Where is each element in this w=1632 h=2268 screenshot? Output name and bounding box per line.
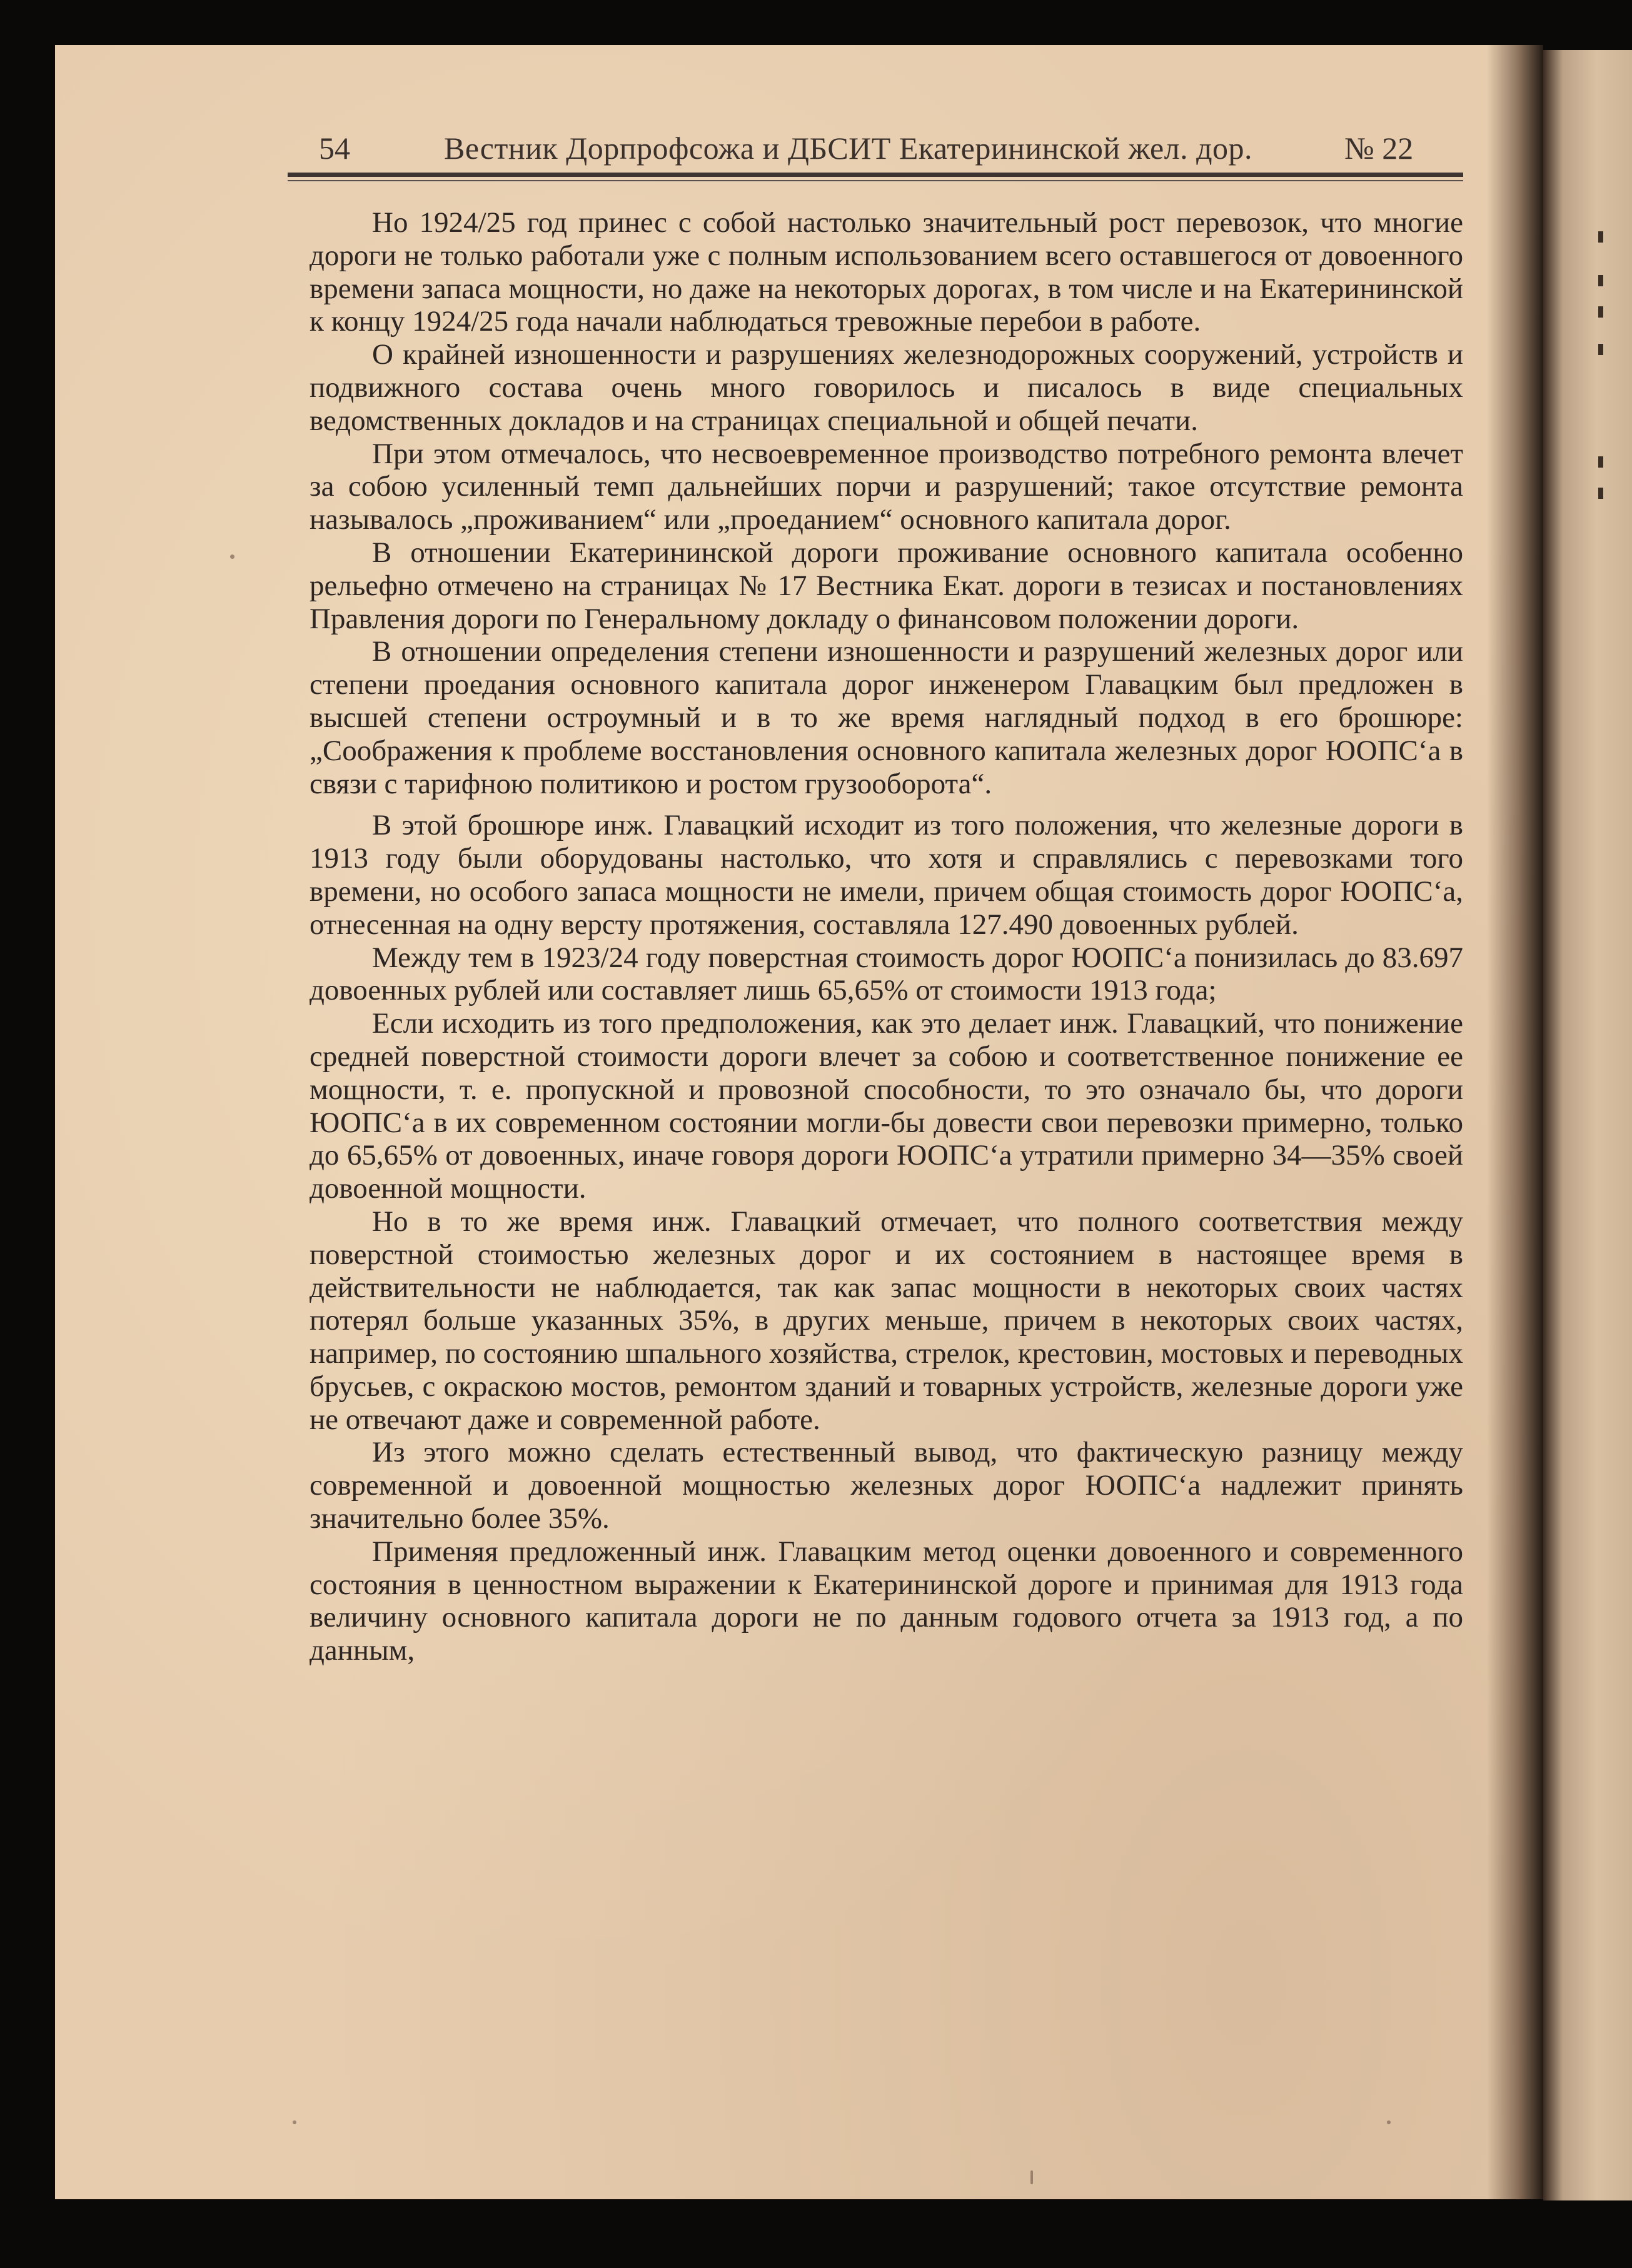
running-header <box>256 125 1463 175</box>
ink-mark <box>1598 456 1603 468</box>
paragraph: Но 1924/25 год принес с собой настолько значительный рост перевозок, что многие дороги не только работали уже с полным использованием всего оставшегося от довоенного времени запаса мощности, но даже на некоторых дорогах, в том числе и на Екатерининской к концу 1924/25 года начали наблюдаться тревожные перебои в работе. <box>310 206 1463 338</box>
page-number: 54 <box>319 131 350 166</box>
header-rule-thin <box>288 180 1463 181</box>
paragraph: В отношении Екатерининской дороги проживание основного капитала особенно рельефно отмечено на страницах № 17 Вестника Екат. дороги в тезисах и постановлениях Правления дороги по Генеральному докладу о финансовом положении дороги. <box>310 536 1463 635</box>
paper-speck <box>293 2120 296 2124</box>
ink-mark <box>1598 488 1603 499</box>
journal-title: Вестник Дорпрофсожа и ДБСИТ Екатерининской жел. дор. <box>444 131 1253 166</box>
adjacent-page-edge <box>1543 50 1632 2200</box>
header-rule <box>288 173 1463 177</box>
paragraph: О крайней изношенности и разрушениях железнодорожных сооружений, устройств и подвижного состава очень много говорилось и писалось в виде специальных ведомственных докладов и на страницах специальной и общей печати. <box>310 338 1463 437</box>
paragraph: При этом отмечалось, что несвоевременное производство потребного ремонта влечет за собою усиленный темп дальнейших порчи и разрушений; такое отсутствие ремонта называлось „проживанием“ или „проеданием“ основного капитала дорог. <box>310 437 1463 536</box>
paragraph: Из этого можно сделать естественный вывод, что фактическую разницу между современной и довоенной мощностью железных дорог ЮОПС‘а надлежит принять значительно более 35%. <box>310 1436 1463 1535</box>
issue-number: № 22 <box>1344 131 1414 166</box>
paper-speck <box>230 554 234 559</box>
paper-speck <box>1387 2120 1391 2124</box>
paragraph: Если исходить из того предположения, как это делает инж. Главацкий, что понижение средней поверстной стоимости дороги влечет за собою и соответственное понижение ее мощности, т. е. пропускной и провозной способности, то это означало бы, что дороги ЮОПС‘а в их современном состоянии могли-бы довести свои перевозки примерно, только до 65,65% от довоенных, иначе говоря дороги ЮОПС‘а утратили примерно 34—35% своей довоенной мощности. <box>310 1007 1463 1205</box>
ink-mark <box>1598 306 1603 318</box>
article-body <box>310 206 1463 1667</box>
paragraph: В отношении определения степени изношенности и разрушений железных дорог или степени проедания основного капитала дорог инженером Главацким был предложен в высшей степени остроумный и в то же время наглядный подход в его брошюре: „Соображения к проблеме восстановления основного капитала железных дорог ЮОПС‘а в связи с тарифною политикою и ростом грузооборота“. <box>310 635 1463 800</box>
ink-mark <box>1598 275 1603 286</box>
ink-mark <box>1598 231 1603 243</box>
paper-speck <box>1030 2170 1033 2184</box>
paragraph: Но в то же время инж. Главацкий отмечает, что полного соответствия между поверстной стоимостью железных дорог и их состоянием в настоящее время в действительности не наблюдается, так как запас мощности в некоторых своих частях потерял больше указанных 35%, в других меньше, причем в некоторых своих частях, например, по состоянию шпального хозяйства, стрелок, крестовин, мостовых и переводных брусьев, с окраскою мостов, ремонтом зданий и товарных устройств, железные дороги уже не отвечают даже и современной работе. <box>310 1205 1463 1436</box>
paragraph: В этой брошюре инж. Главацкий исходит из того положения, что железные дороги в 1913 году были оборудованы настолько, что хотя и справлялись с перевозками того времени, но особого запаса мощности не имели, причем общая стоимость дорог ЮОПС‘а, отнесенная на одну версту протяжения, составляла 127.490 довоенных рублей. <box>310 809 1463 941</box>
ink-mark <box>1598 344 1603 355</box>
paragraph: Между тем в 1923/24 году поверстная стоимость дорог ЮОПС‘а понизилась до 83.697 довоенных рублей или составляет лишь 65,65% от стоимости 1913 года; <box>310 941 1463 1007</box>
binding-shadow <box>1487 45 1543 2199</box>
paragraph: Применяя предложенный инж. Главацким метод оценки довоенного и современного состояния в ценностном выражении к Екатерининской дороге и принимая для 1913 года величину основного капитала дороги не по данным годового отчета за 1913 год, а по данным, <box>310 1535 1463 1667</box>
